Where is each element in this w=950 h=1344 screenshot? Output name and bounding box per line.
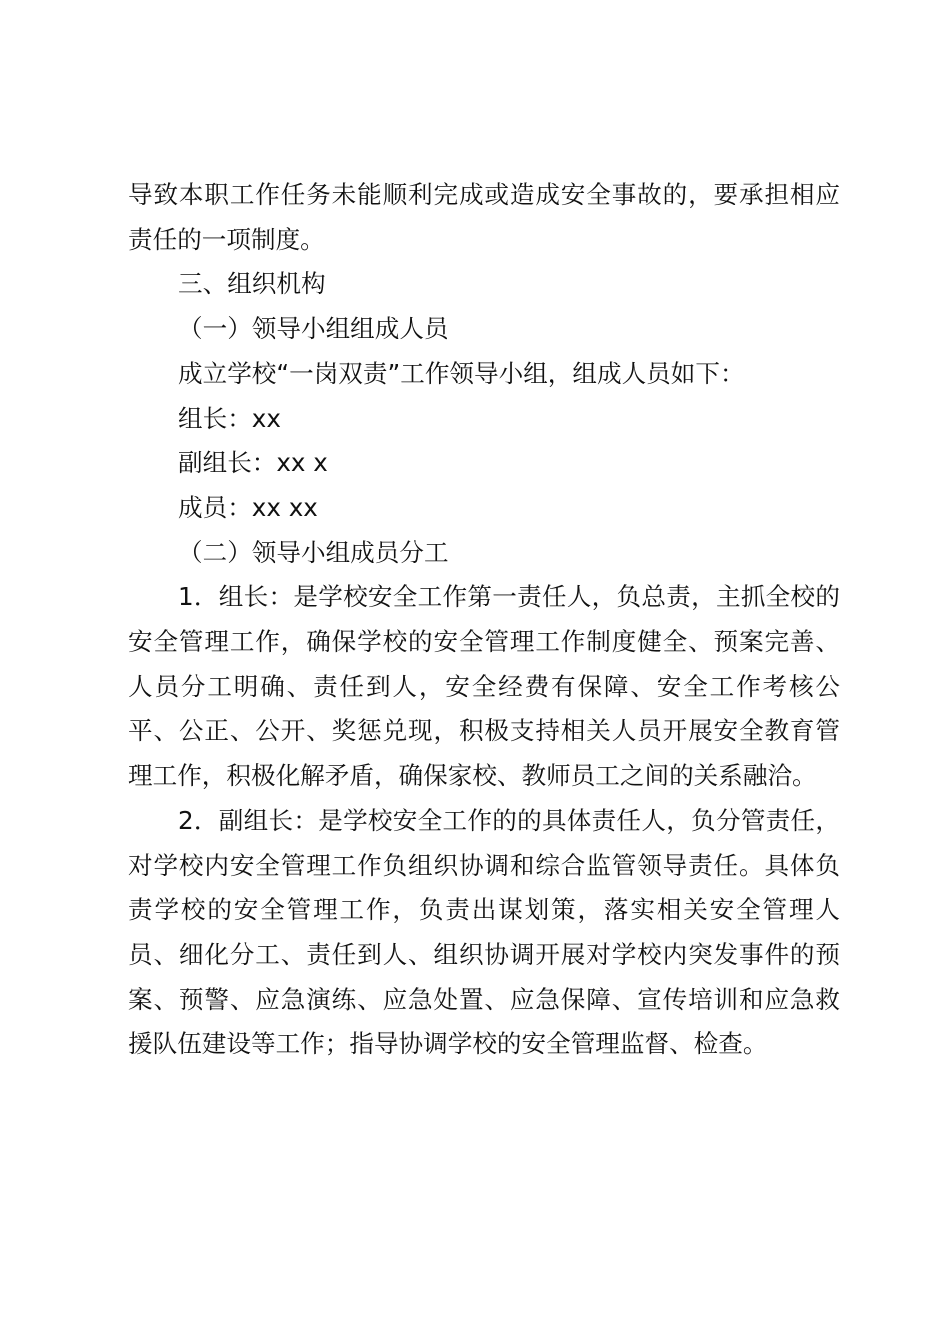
- paragraph-deputy-duties: 2．副组长：是学校安全工作的的具体责任人，负分管责任，对学校内安全管理工作负组织协调和综合监管领导责任。具体负责学校的安全管理工作，负责出谋划策，落实相关安全管理人员、细化分工、责任到人、组织协调开展对学校内突发事件的预案、预警、应急演练、应急处置、应急保障、宣传培训和应急救援队伍建设等工作；指导协调学校的安全管理监督、检查。: [128, 805, 840, 1059]
- subsection-heading-duties: （二）领导小组成员分工: [178, 537, 449, 567]
- subsection-heading-members: （一）领导小组组成人员: [178, 314, 449, 344]
- member-leader: 组长：xx: [178, 403, 281, 433]
- paragraph-leader-duties: 1．组长：是学校安全工作第一责任人，负总责，主抓全校的安全管理工作，确保学校的安全管理工作制度健全、预案完善、人员分工明确、责任到人，安全经费有保障、安全工作考核公平、公正、公开、奖惩兑现，积极支持相关人员开展安全教育管理工作，积极化解矛盾，确保家校、教师员工之间的关系融洽。: [128, 582, 840, 791]
- paragraph-establish-group: 成立学校“一岗双责”工作领导小组，组成人员如下：: [178, 358, 745, 388]
- member-deputy-leader: 副组长：xx x: [178, 448, 328, 478]
- paragraph-continuation: 导致本职工作任务未能顺利完成或造成安全事故的，要承担相应责任的一项制度。: [128, 180, 840, 254]
- member-members: 成员：xx xx: [178, 492, 318, 522]
- document-body: [128, 173, 840, 1067]
- section-heading-organization: 三、组织机构: [178, 269, 326, 299]
